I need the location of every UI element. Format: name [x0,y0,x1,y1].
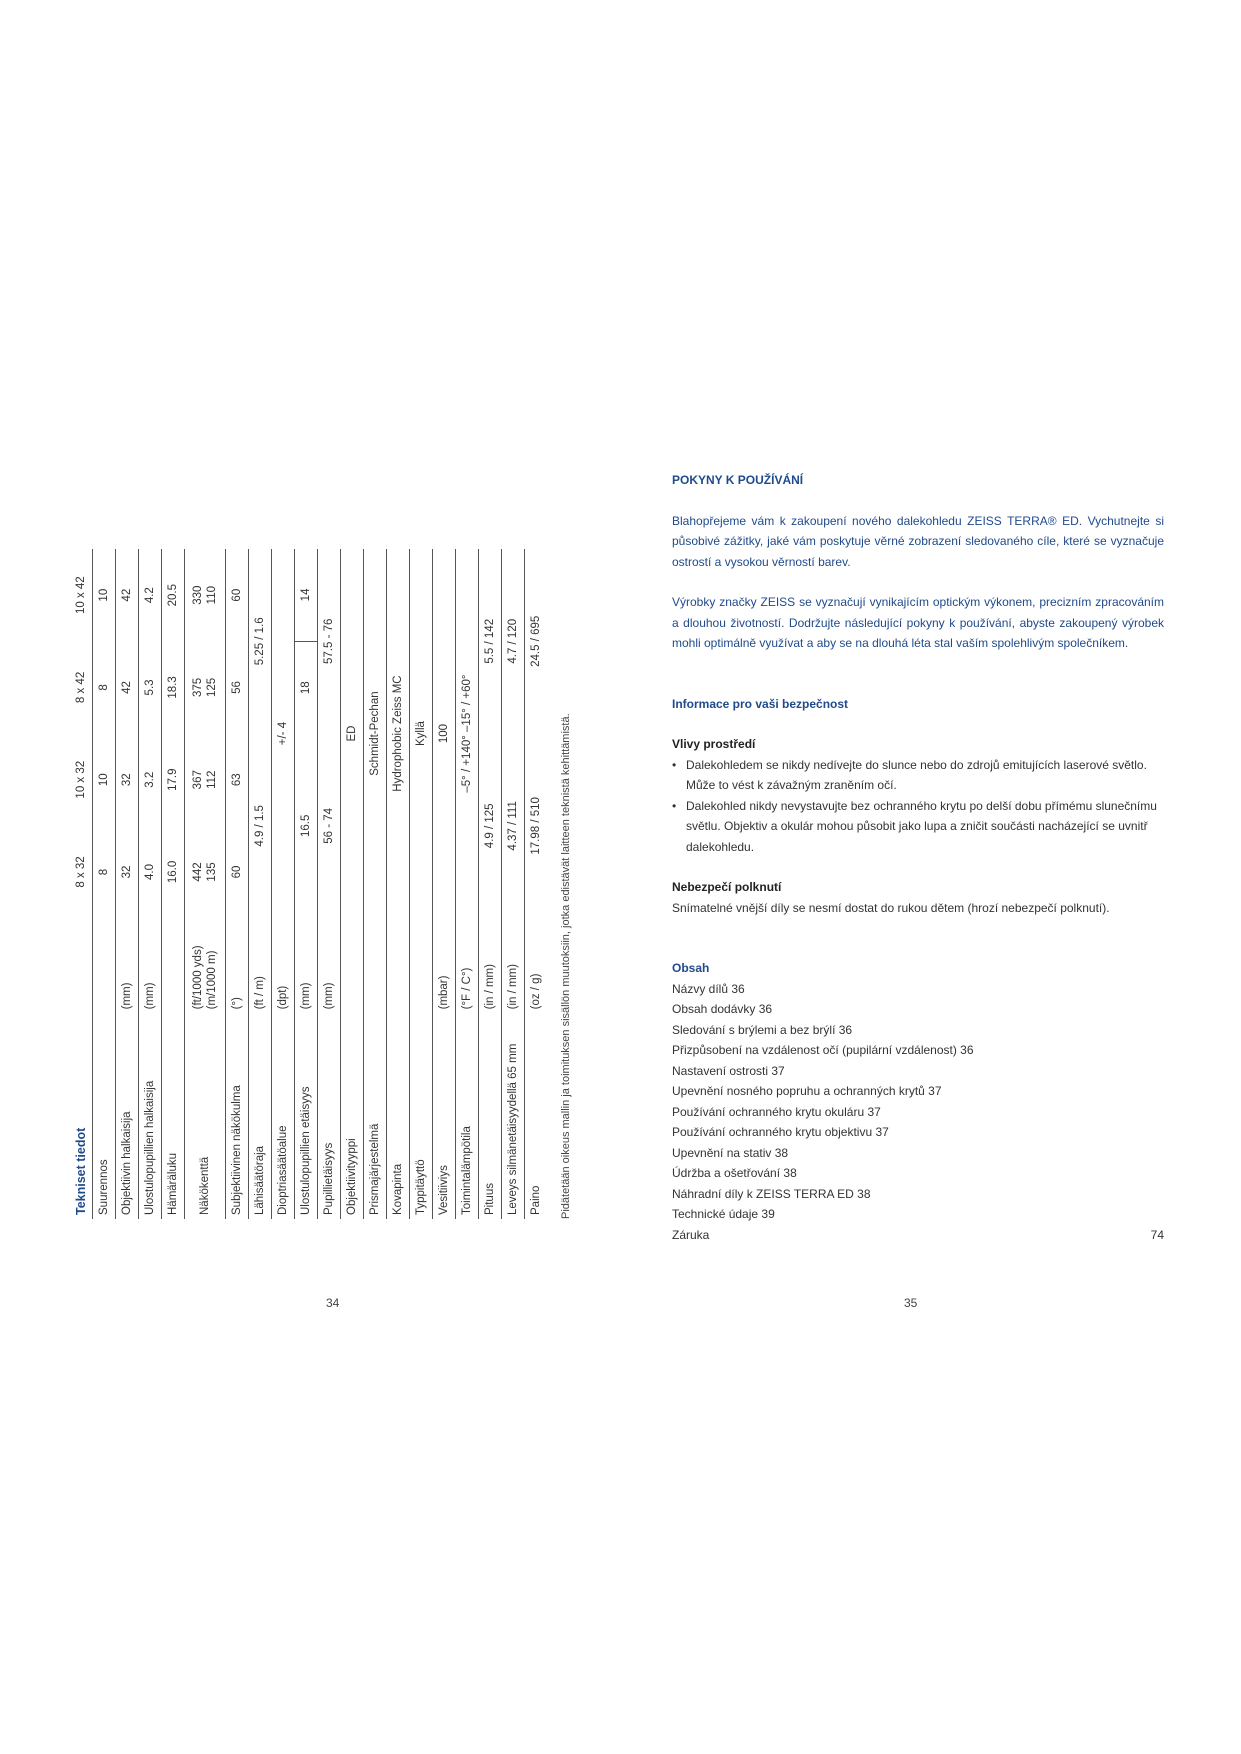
param-label: Lähisäätöraja [249,1013,272,1219]
cell-value: 60 [226,549,249,641]
unit-label [162,918,185,1013]
cell-value: 24.5 / 695 [530,615,542,667]
cell-value: 56 [226,641,249,733]
cell-value: 8 [93,826,116,918]
param-label: Subjektiivinen näkökulma [226,1013,249,1219]
page-number-right: 35 [904,1296,918,1310]
param-label: Objektiivin halkaisija [116,1013,139,1219]
cell-value: 112 [206,770,218,789]
unit-label [387,918,410,1013]
cell-value: 367 [192,770,204,790]
unit-label: (°) [226,918,249,1013]
unit-label: (in / mm) [502,918,525,1013]
model-header: 10 x 32 [70,734,93,826]
intro-paragraph-2: Výrobky značky ZEISS se vyznačují vynikajícím optickým výkonem, precizním zpracováním a dlouhou životností. Dodržujte následující pokyny k používání, abyste zakoupený výrobek mohli optimálně využívat a aby se na dlouhá léta stal vaším spolehlivým společníkem. [672,595,1164,650]
cell-value: 16.5 [295,734,318,919]
toc-label: Technické údaje 39 [672,1207,775,1221]
unit-label [364,918,387,1013]
table-row [318,549,341,1219]
cell-value: 4.0 [139,826,162,918]
cell-value: 60 [226,826,249,918]
toc-page: 74 [1150,1227,1164,1242]
toc-item[interactable] [672,1143,1164,1164]
toc-list [672,979,1164,1246]
unit-label [410,918,433,1013]
table-row [479,549,502,1219]
cell-value: 125 [206,677,218,698]
cell-value: 4.7 / 120 [502,549,525,734]
cell-value: 5.3 [139,641,162,733]
cell-value: 32 [116,734,139,826]
table-row [162,549,185,1219]
table-row [456,549,479,1219]
toc-label: Údržba a ošetřování 38 [672,1166,797,1180]
table-row [93,549,116,1219]
param-label: Toimintalämpötila [456,1013,479,1219]
toc-label: Používání ochranného krytu okuláru 37 [672,1104,881,1119]
cell-value: 57.5 - 76 [318,549,341,734]
unit-label [93,918,116,1013]
table-row [364,549,387,1219]
toc-item[interactable] [672,1225,1164,1246]
toc-item[interactable] [672,1163,1164,1184]
cell-value: 56 - 74 [318,734,341,919]
param-label: Vesitiiviys [433,1013,456,1219]
param-label: Pupillietäisyys [318,1013,341,1219]
model-header: 8 x 32 [70,826,93,918]
unit-label: (mm) [318,918,341,1013]
param-label: Objektiivityyppi [341,1013,364,1219]
toc-label: Názvy dílů 36 [672,981,745,996]
table-row [139,549,162,1219]
toc-label: Obsah dodávky 36 [672,1002,773,1016]
cell-value-pair [185,734,226,826]
cell-value: 42 [116,549,139,641]
unit-label: (oz / g) [530,973,542,1010]
table-row [410,549,433,1219]
cell-value: 4.9 / 125 [479,734,502,919]
toc-heading: Obsah [672,961,710,975]
spec-table [70,549,547,1219]
cell-value: 5.5 / 142 [479,549,502,734]
param-label: Suurennos [93,1013,116,1219]
environment-heading: Vlivy prostředí [672,737,756,751]
unit-label: (mm) [116,918,139,1013]
cell-value: 32 [116,826,139,918]
toc-label: Sledování s brýlemi a bez brýlí 36 [672,1022,853,1037]
cell-value: 110 [206,585,218,605]
toc-item[interactable] [672,979,1164,1000]
model-header: 10 x 42 [70,549,93,641]
cell-value: 4.2 [139,549,162,641]
cell-value: 20.5 [162,549,185,641]
cell-value: 63 [226,734,249,826]
cell-value: Schmidt-Pechan [364,549,387,918]
cell-value: 330 [192,585,204,605]
cell-value-pair [185,826,226,918]
param-label: Pituus [479,1013,502,1219]
model-header: 8 x 42 [70,641,93,733]
cell-value: 17.98 / 510 [530,797,542,855]
right-page [672,470,1164,1245]
intro-paragraph-1: Blahopřejeme vám k zakoupení nového dalekohledu ZEISS TERRA® ED. Vychutnejte si působivé zážitky, jaké vám poskytuje věrné zobrazení sledovaného cíle, které se vyznačuje ostrostí a vysokou věrností barev. [672,513,1164,569]
cell-value: 135 [206,862,218,882]
cell-value: ED [341,549,364,918]
cell-value: 17.9 [162,734,185,826]
param-label: Prismajärjestelmä [364,1013,387,1219]
table-row [249,549,272,1219]
cell-value: 18.3 [162,641,185,733]
toc-item[interactable] [672,1102,1164,1123]
table-row [502,549,525,1219]
param-label: Typpitäyttö [410,1013,433,1219]
cell-value-pair [185,549,226,641]
cell-value: 14 [295,549,318,641]
table-title: Tekniset tiedot [70,1013,93,1219]
cell-value: 100 [433,549,456,918]
cell-value: 8 [93,641,116,733]
param-label: Ulostulopupillien etäisyys [295,1013,318,1219]
unit-label: (mm) [139,918,162,1013]
toc-label: Upevnění nosného popruhu a ochranných krytů 37 [672,1084,942,1098]
param-label: Paino [530,1185,542,1215]
unit-label: (°F / C°) [456,918,479,1013]
table-row [295,549,318,1219]
toc-label: Náhradní díly k ZEISS TERRA ED 38 [672,1186,871,1201]
bullet-text: Dalekohledem se nikdy nedívejte do slunce nebo do zdrojů emitujících laserové světlo. Může to vést k závažným zraněním očí. [686,757,1147,792]
choking-heading: Nebezpečí polknutí [672,880,782,894]
cell-value-pair [185,641,226,733]
toc-item[interactable] [672,1204,1164,1225]
toc-label: Záruka [672,1227,710,1242]
table-row [116,549,139,1219]
bullet-icon: • [672,798,677,813]
table-row [525,549,548,1219]
list-item [672,755,1164,796]
table-row [387,549,410,1219]
unit-header [70,918,93,1013]
toc-item[interactable] [672,1122,1164,1143]
toc-label: Používání ochranného krytu objektivu 37 [672,1125,889,1139]
unit-label: (in / mm) [479,918,502,1013]
spec-table-rotated [70,549,572,1219]
cell-value: 16.0 [162,826,185,918]
cell-value: 10 [93,549,116,641]
cell-value: Kyllä [410,549,433,918]
cell-value: 10 [93,734,116,826]
table-header-row [70,549,93,1219]
unit-label-line2: (m/1000 m) [206,950,218,1010]
toc-label: Upevnění na stativ 38 [672,1145,789,1160]
table-row [433,549,456,1219]
table-row [341,549,364,1219]
table-row [272,549,295,1219]
table-footnote: Pidätetään oikeus mallin ja toimituksen sisällön muutoksiin, jotka edistävät laitteen teknistä kehittämistä. [560,713,572,1219]
unit-label [185,918,226,1013]
cell-value: 4.9 / 1.5 [249,734,272,919]
toc-item[interactable] [672,1040,1164,1061]
cell-value: 5.25 / 1.6 [249,549,272,734]
page-heading: POKYNY K POUŽÍVÁNÍ [672,473,804,487]
unit-label: (dpt) [272,918,295,1013]
cell-value: 4.37 / 111 [502,734,525,919]
toc-item[interactable] [672,1061,1164,1082]
toc-item[interactable] [672,999,1164,1020]
cell-value: 42 [116,641,139,733]
unit-label: (mm) [295,918,318,1013]
toc-label: Nastavení ostrosti 37 [672,1063,785,1078]
cell-value: +/- 4 [272,549,295,918]
param-label: Ulostulopupillien halkaisija [139,1013,162,1219]
table-row [185,549,226,1219]
param-label: Dioptriasäätöalue [272,1013,295,1219]
param-label: Hämäräluku [162,1013,185,1219]
cell-value: Hydrophobic Zeiss MC [387,549,410,918]
cell-value: 375 [192,677,204,698]
cell-value: 442 [192,862,204,882]
toc-item[interactable] [672,1184,1164,1205]
choking-text: Snímatelné vnější díly se nesmí dostat do rukou dětem (hrozí nebezpečí polknutí). [672,900,1110,915]
bullet-text: Dalekohled nikdy nevystavujte bez ochranného krytu po delší dobu přímému slunečnímu světlu. Objektiv a okulár mohou působit jako lupa a zničit součásti nacházející se uvnitř dalekohledu. [686,798,1157,854]
toc-label: Přizpůsobení na vzdálenost očí (pupilární vzdálenost) 36 [672,1043,974,1057]
param-label: Kovapinta [387,1013,410,1219]
bullet-icon: • [672,757,677,772]
page-number-left: 34 [326,1296,340,1310]
cell-value: 3.2 [139,734,162,826]
cell-value: 18 [295,641,318,733]
safety-heading: Informace pro vaši bezpečnost [672,696,849,711]
list-item [672,796,1164,858]
unit-label [341,918,364,1013]
unit-label: (mbar) [433,918,456,1013]
unit-label: (ft / m) [249,918,272,1013]
toc-item[interactable] [672,1081,1164,1102]
param-label: Näkökenttä [185,1013,226,1219]
cell-value: –5° / +140° –15° / +60° [456,549,479,918]
toc-item[interactable] [672,1020,1164,1041]
param-label: Leveys silmänetäisyydellä 65 mm [502,1013,525,1219]
table-row [226,549,249,1219]
unit-label-line1: (ft/1000 yds) [192,945,204,1010]
